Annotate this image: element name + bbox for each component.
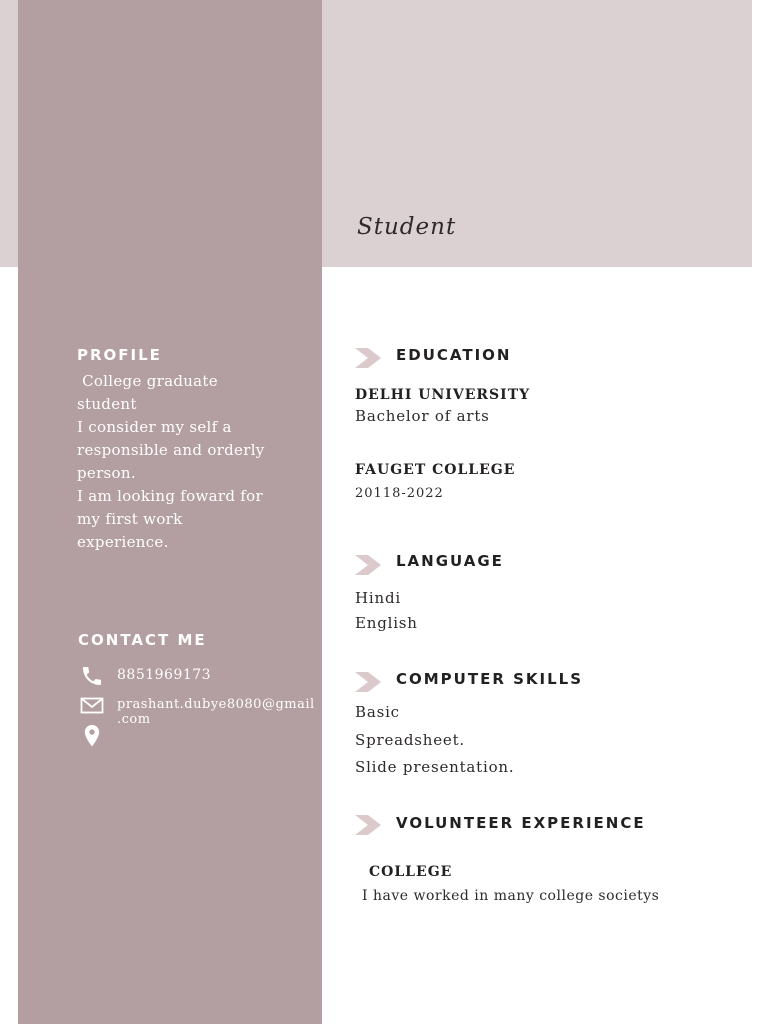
education-years: 20118-2022 <box>355 486 444 501</box>
profile-line: I consider my self a responsible and orderly person. <box>77 418 265 482</box>
job-title: Student <box>357 214 457 240</box>
skill-item: Spreadsheet. <box>355 731 465 749</box>
location-pin-icon <box>80 724 104 748</box>
computer-skills-heading: COMPUTER SKILLS <box>396 670 584 688</box>
profile-heading: PROFILE <box>77 346 162 364</box>
volunteer-detail: I have worked in many college societys <box>362 888 660 904</box>
volunteer-org: COLLEGE <box>369 864 453 880</box>
profile-line: College graduate student <box>77 372 224 413</box>
skill-item: Slide presentation. <box>355 758 515 776</box>
language-heading: LANGUAGE <box>396 552 504 570</box>
profile-line: I am looking foward for my first work experience. <box>77 487 263 551</box>
education-heading: EDUCATION <box>396 346 512 364</box>
chevron-right-icon <box>355 815 381 835</box>
skill-item: Basic <box>355 703 400 721</box>
education-school: FAUGET COLLEGE <box>355 462 516 478</box>
email-line: prashant.dubye8080@gmail <box>117 697 315 712</box>
chevron-right-icon <box>355 672 381 692</box>
chevron-right-icon <box>355 555 381 575</box>
email-address[interactable] <box>117 697 315 727</box>
language-item: Hindi <box>355 589 401 607</box>
envelope-icon <box>80 694 104 718</box>
contact-heading: CONTACT ME <box>78 631 207 649</box>
phone-icon <box>80 664 104 688</box>
chevron-right-icon <box>355 348 381 368</box>
email-line: .com <box>117 712 151 727</box>
volunteer-heading: VOLUNTEER EXPERIENCE <box>396 814 646 832</box>
education-school: DELHI UNIVERSITY <box>355 387 531 403</box>
education-degree: Bachelor of arts <box>355 407 490 425</box>
profile-text <box>77 370 277 554</box>
language-item: English <box>355 614 418 632</box>
phone-number[interactable]: 8851969173 <box>117 667 212 683</box>
